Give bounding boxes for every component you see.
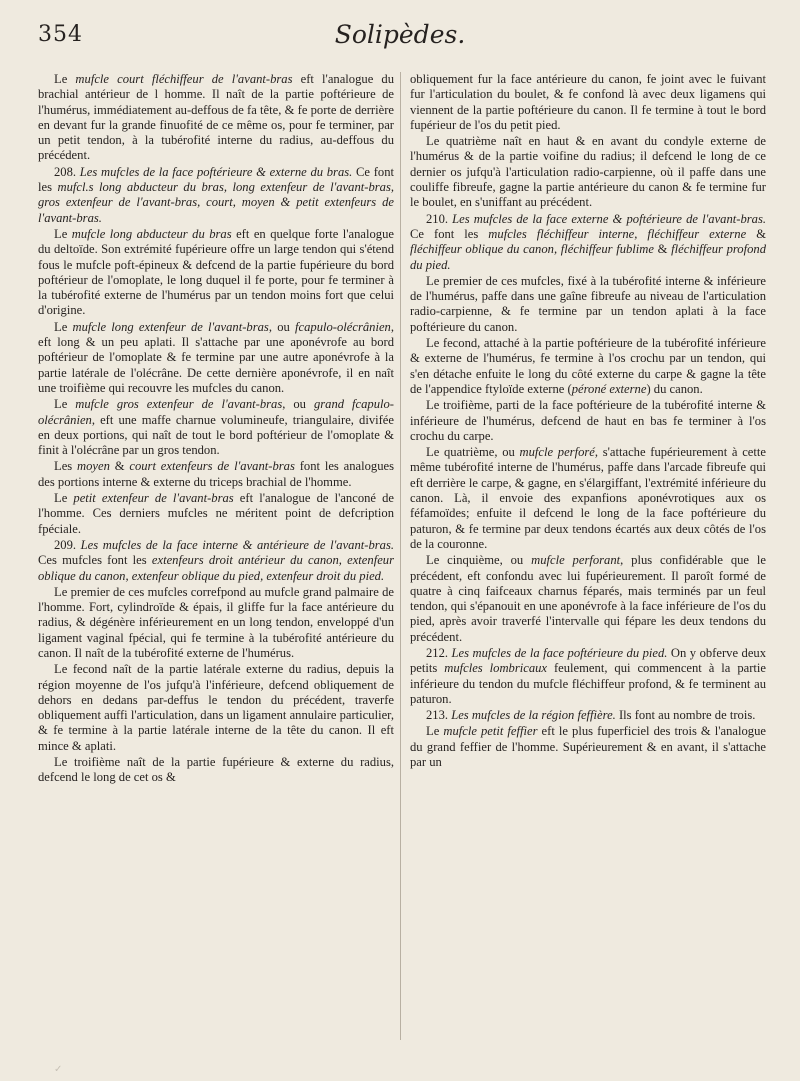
margin-pencil-mark: ✓ xyxy=(54,1064,63,1075)
left-column-paragraph xyxy=(38,755,394,786)
text-run: On y obferve deux petits xyxy=(410,645,767,676)
left-column-paragraph xyxy=(38,227,394,319)
text-run: Le premier de ces mufcles correfpond au mufcle grand palmaire de l'homme. Fort, cylindroïde & épais, il gliffe fur la face antérieure du radius, & dégénère inférieurement en un long tendon, enveloppé d'un ligament vaginal fpécial, qui fe termine à la tubérofité antérieure du canon. Il naît de la tubérofité externe de l'humérus. xyxy=(38,584,394,660)
text-run: Ce font les xyxy=(38,164,395,195)
right-column-paragraph xyxy=(410,274,766,335)
text-run: eft en quelque forte l'analogue du deltoïde. Son extrémité fupérieure offre un large tendon qui s'étend fous le mufcle poft-épineux & defcend de la partie fupérieure du bord poftérieur de l'omoplate, le long duquel il fe porte, pour fe terminer à la tubérofité externe de l'humérus par un tendon moins fort que celui d'origine. xyxy=(38,226,394,318)
left-column xyxy=(38,72,394,786)
text-run: Le xyxy=(426,724,444,739)
italic-text: mufcl.s long abducteur du bras, long extenfeur de l'avant-bras, gros extenfeur de l'avant-bras, court, moyen & petit extenfeurs de l'avant-bras. xyxy=(38,180,394,225)
text-run: 210. xyxy=(426,211,453,226)
text-run: , ou xyxy=(268,319,296,334)
left-column-paragraph xyxy=(38,320,394,396)
text-run: Le xyxy=(54,226,72,241)
italic-text: moyen xyxy=(77,459,110,474)
text-run: Le cinquième, ou xyxy=(426,553,532,568)
text-run: Les xyxy=(54,459,78,474)
italic-text: mufcles lombricaux xyxy=(444,661,548,676)
italic-text: Les mufcles de la face interne & antérieure de l'avant-bras. xyxy=(80,537,395,552)
left-column-paragraph xyxy=(38,538,394,584)
right-column xyxy=(410,72,766,770)
left-column-paragraph xyxy=(38,662,394,754)
text-run: Le premier de ces mufcles, fixé à la tubérofité interne & inférieure de l'humérus, paffe dans une gaîne fibreufe au niveau de l'articulation radio-carpienne, & fe termine par un tendon aplati à la face poftérieure du canon. xyxy=(410,273,766,334)
text-run: Le quatrième, ou xyxy=(426,445,520,460)
italic-text: Les mufcles de la région feffière. xyxy=(451,708,616,723)
text-run: ) du canon. xyxy=(646,381,703,396)
left-column-paragraph xyxy=(38,165,394,226)
text-run: eft l'analogue du brachial antérieur de l homme. Il naît de la partie poftérieure de l'humérus, immédiatement au-deffous de fa tête, & fe porte de derrière en devant fur la grande finuofité de ce même os, pour fe terminer, par un petit tendon, à la tubérofité interne du radius, au-deffous du précédent. xyxy=(38,72,395,163)
text-run: font les analogues des portions interne & externe du triceps brachial de l'homme. xyxy=(38,459,395,489)
text-run: feulement, qui commencent à la partie inférieure du tendon du mufcle fléchiffeur profond, & fe terminent au paturon. xyxy=(410,661,766,706)
right-column-paragraph xyxy=(410,553,766,645)
text-run: Le troifième naît de la partie fupérieure & externe du radius, defcend le long de cet os & xyxy=(38,755,394,785)
text-run: , s'attache fupérieurement à cette même tubérofité interne de l'humérus, paffe dans l'arcade fibreufe qui eft derrière le carpe, & gagne, en s'élargiffant, l'extrémité inférieure du canon. Là, il envoie des expanfions aponévrotiques aux os féfamoïdes; enfuite il defcend le long de la face poftérieure du paturon, & fe termine par deux tendons écartés aux deux côtés de l'os de la couronne. xyxy=(410,445,766,551)
italic-text: fléchiffeur oblique du canon, fléchiffeur fublime xyxy=(410,242,654,257)
right-column-paragraph xyxy=(410,134,766,210)
text-run: , ou xyxy=(282,397,314,412)
running-head xyxy=(0,20,800,54)
italic-text: extenfeurs droit antérieur du canon, extenfeur oblique du canon, extenfeur oblique du pied, extenfeur droit du pied. xyxy=(38,553,394,583)
page-number: 354 xyxy=(38,22,83,47)
italic-text: court extenfeurs de l'avant-bras xyxy=(129,459,295,474)
text-run: Le quatrième naît en haut & en avant du condyle externe de l'humérus & de la partie voifine du radius; il defcend le long de ce dernier os jufqu'à l'articulation radio-carpienne, où il paffe dans une couliffe fibreufe, gagne la partie antérieure du canon & fe termine fur le boulet, en s'uniffant au précédent. xyxy=(410,134,766,210)
left-column-paragraph xyxy=(38,491,394,537)
italic-text: mufcles fléchiffeur interne, fléchiffeur externe xyxy=(488,226,747,241)
text-run: Ils font au nombre de trois. xyxy=(615,708,756,723)
text-run: 209. xyxy=(54,537,81,552)
text-run: 208. xyxy=(54,164,80,179)
text-run: & xyxy=(109,459,130,474)
italic-text: péroné externe xyxy=(571,381,647,396)
column-divider xyxy=(400,72,401,1040)
text-run: Le fecond, attaché à la partie poftérieure de la tubérofité inférieure & externe de l'humérus, fe termine à l'os crochu par un tendon, qui s'en détache enfuite le long du côté externe du carpe & gagne la tête de l'appendice ftyloïde externe ( xyxy=(410,336,766,396)
italic-text: mufcle perforé xyxy=(519,445,595,460)
italic-text: mufcle long extenfeur de l'avant-bras xyxy=(72,319,269,334)
text-run: Le xyxy=(54,397,76,412)
text-run: Ces mufcles font les xyxy=(38,553,152,568)
text-run: , eft une maffe charnue volumineufe, triangulaire, divifée en deux portions, qui naît de tout le bord poftérieur de l'omoplate & finit à l'olécrâne par un gros tendon. xyxy=(38,412,394,458)
italic-text: mufcle gros extenfeur de l'avant-bras xyxy=(75,397,283,412)
running-title: Solipèdes. xyxy=(334,20,466,49)
italic-text: fléchiffeur profond du pied. xyxy=(410,242,766,272)
text-run: obliquement fur la face antérieure du canon, fe joint avec le fuivant fur l'articulation du boulet, & fe confond là avec deux ligamens qui viennent de la partie poftérieure du canon. Il fe termine à tout le bord fupérieur de l'os du petit pied. xyxy=(410,72,766,132)
left-column-paragraph xyxy=(38,397,394,458)
right-column-paragraph xyxy=(410,72,766,133)
text-run: , plus confidérable que le précédent, eft confondu avec lui fupérieurement. Il paroît formé de quatre à cinq faifceaux charnus féparés, mais terminés par un feul tendon, qui s'épanouit en une aponévrofe à la face inférieure de l'os du pied, après avoir traverfé l'intervalle qui fépare les deux tendons du précédent. xyxy=(410,553,766,644)
right-column-paragraph xyxy=(410,445,766,552)
right-column-paragraph xyxy=(410,724,766,770)
text-run: & xyxy=(653,242,672,257)
left-column-paragraph xyxy=(38,72,394,164)
right-column-paragraph xyxy=(410,336,766,397)
text-run: eft l'analogue de l'anconé de l'homme. Ces derniers mufcles ne méritent point de defcription fpéciale. xyxy=(38,491,395,536)
italic-text: Les mufcles de la face externe & poftérieure de l'avant-bras. xyxy=(452,211,767,226)
italic-text: mufcle perforant xyxy=(531,553,621,568)
italic-text: grand fcapulo-olécrânien xyxy=(38,397,394,427)
right-column-paragraph xyxy=(410,212,766,273)
text-run: 213. xyxy=(426,708,452,723)
text-run: Le xyxy=(54,319,73,334)
italic-text: mufcle court fléchiffeur de l'avant-bras xyxy=(75,72,293,86)
text-run: Le xyxy=(54,491,74,506)
text-run: eft le plus fuperficiel des trois & l'analogue du grand feffier de l'homme. Supérieurement & en avant, il s'attache par un xyxy=(410,724,766,770)
italic-text: Les mufcles de la face poftérieure du pied. xyxy=(451,645,668,660)
right-column-paragraph xyxy=(410,646,766,707)
italic-text: mufcle long abducteur du bras xyxy=(71,226,232,241)
text-run: & xyxy=(746,226,766,241)
text-run: Le fecond naît de la partie latérale externe du radius, depuis la région moyenne de l'os jufqu'à l'inférieure, defcend obliquement de dehors en dedans par-deffus le tendon du précédent, traverfe obliquement auffi l'articulation, dans un ligament annulaire particulier, & fe termine à la partie latérale interne de la tête du canon. Il eft mince & aplati. xyxy=(38,662,394,753)
right-column-paragraph xyxy=(410,708,766,723)
left-column-paragraph xyxy=(38,459,394,490)
left-column-paragraph xyxy=(38,585,394,661)
right-column-paragraph xyxy=(410,398,766,444)
text-run: Le troifième, parti de la face poftérieure de la tubérofité interne & inférieure de l'humérus, defcend de haut en bas fe terminer à l'os crochu du carpe. xyxy=(410,398,766,443)
italic-text: petit extenfeur de l'avant-bras xyxy=(73,491,234,506)
text-run: , eft long & un peu aplati. Il s'attache par une aponévrofe au bord poftérieur de l'omoplate & fe termine par une autre aponévrofe à la partie latérale de l'olécrâne. De cette dernière aponévrofe, il en naît une troifième qui recouvre les mufcles du canon. xyxy=(38,319,394,395)
text-run: Ce font les xyxy=(410,226,489,241)
text-run: 212. xyxy=(426,645,452,660)
text-run: Le xyxy=(54,72,76,86)
italic-text: mufcle petit feffier xyxy=(443,724,538,739)
italic-text: fcapulo-olécrânien xyxy=(295,319,391,334)
italic-text: Les mufcles de la face poftérieure & externe du bras. xyxy=(79,164,353,179)
